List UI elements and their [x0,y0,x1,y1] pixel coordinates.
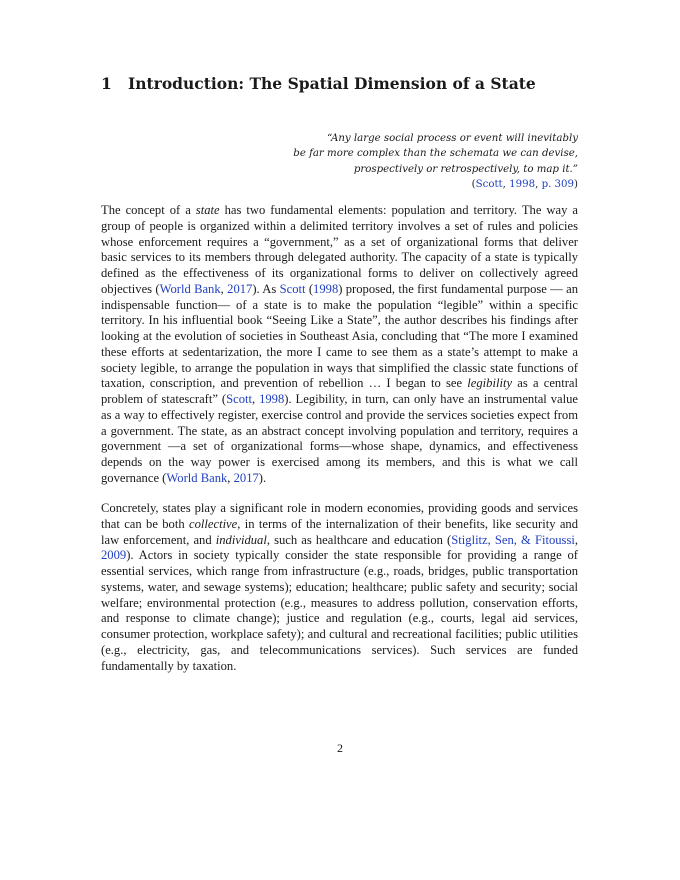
epigraph-line-3: prospectively or retrospectively, to map it.” [353,163,578,175]
text-run: ). Legibility, in turn, can only have an instrumental value as a way to effectively register, exercise control and provide the services societies expect from a government. The state, as an abstract concept involving population and territory, requires a government —a set of organizational forms—whose shape, dynamics, and effectiveness depends on the way power is exercised among its members, and this is what we call governance ( [101,392,579,485]
citation-link-world-bank[interactable]: World Bank [159,281,221,296]
section-heading [101,74,578,94]
emphasis-individual: individual [215,532,267,547]
text-run: The concept of a [101,203,196,217]
text-run: , [220,281,228,296]
text-run: ). As [252,281,280,296]
citation-link-scott-year[interactable]: 1998 [259,392,285,406]
citation-link-year[interactable]: 1998 [509,178,536,190]
epigraph-citation [278,177,578,192]
section-title: Introduction: The Spatial Dimension of a State [128,74,536,93]
citation-link-scott[interactable]: Scott [279,281,306,296]
text-run: ) proposed, the first fundamental purpose — an indispensable function— of a state is to make the population “legible” within a specific territory. In his influential book “Seeing Like a State”, the author describes his findings after looking at the evolution of societies in Southeast Asia, concluding that “The more I examined these efforts at sedentarization, the more I came to see them as a state’s attempt to make a society legible, to arrange the population in ways that simplified the classic state functions of taxation, conscription, and prevention of rebellion … I began to see [101,281,578,391]
citation-link-world-bank-year[interactable]: 2017 [233,470,259,485]
citation-separator: , [535,178,542,190]
text-run: ). Actors in society typically consider the state responsible for providing a range of essential services, which range from infrastructure (e.g., roads, bridges, public transportation systems, water, and sewage systems); education; healthcare; public safety and security; social welfare; environmental protection (e.g., measures to address pollution, conservation efforts, and response to climate change); justice and regulation (e.g., courts, legal aid services, consumer protection, workplace safety); and cultural and recreational facilities; public utilities (e.g., electricity, gas, and telecommunications services). Such services are funded fundamentally by taxation. [101,548,578,673]
page-number: 2 [337,741,343,755]
citation-link-page[interactable]: p. 309 [541,178,575,190]
citation-link-scott-year[interactable]: 1998 [313,281,339,296]
text-run: as a central problem of statescraft” ( [101,376,578,406]
emphasis-state: state [195,203,220,217]
text-run: , [251,392,260,406]
text-run: ). [258,470,267,485]
text-run: has two fundamental elements: population and territory. The way a group of people is organized within a delimited territory involves a set of rules and policies whose enforcement requires a “government,” as a set of organizational forms that deliver basic services to its members through delegated authority. The capacity of a state is typically defined as the effectiveness of its organizational forms to deliver on collectively agreed objectives ( [101,203,578,296]
epigraph-line-1: “Any large social process or event will inevitably [327,133,578,144]
citation-link-world-bank[interactable]: World Bank [166,470,228,485]
citation-link-scott[interactable]: Scott [475,178,503,190]
text-run: ( [305,281,314,296]
citation-paren-open: ( [471,178,476,190]
text-run: , such as healthcare and education ( [266,532,452,547]
section-number: 1 [101,74,112,93]
text-run: , [574,532,578,547]
text-run: Concretely, states play a significant role in modern economies, providing goods and services that can be both [101,501,578,531]
citation-paren-close: ) [574,178,578,190]
paragraph-1 [101,203,578,487]
text-run: , [227,470,234,485]
citation-separator: , [502,178,510,190]
citation-link-world-bank-year[interactable]: 2017 [227,281,253,296]
emphasis-collective: collective [189,516,238,531]
citation-link-stiglitz-year[interactable]: 2009 [101,548,127,563]
paragraph-2 [101,501,578,674]
citation-link-scott[interactable]: Scott [226,392,252,406]
emphasis-legibility: legibility [467,376,513,391]
epigraph-line-2: be far more complex than the schemata we can devise, [293,148,578,160]
epigraph [278,131,578,192]
text-run: , in terms of the internalization of their benefits, like security and law enforcement, and [101,516,579,547]
citation-link-stiglitz[interactable]: Stiglitz, Sen, & Fitoussi [451,532,575,547]
